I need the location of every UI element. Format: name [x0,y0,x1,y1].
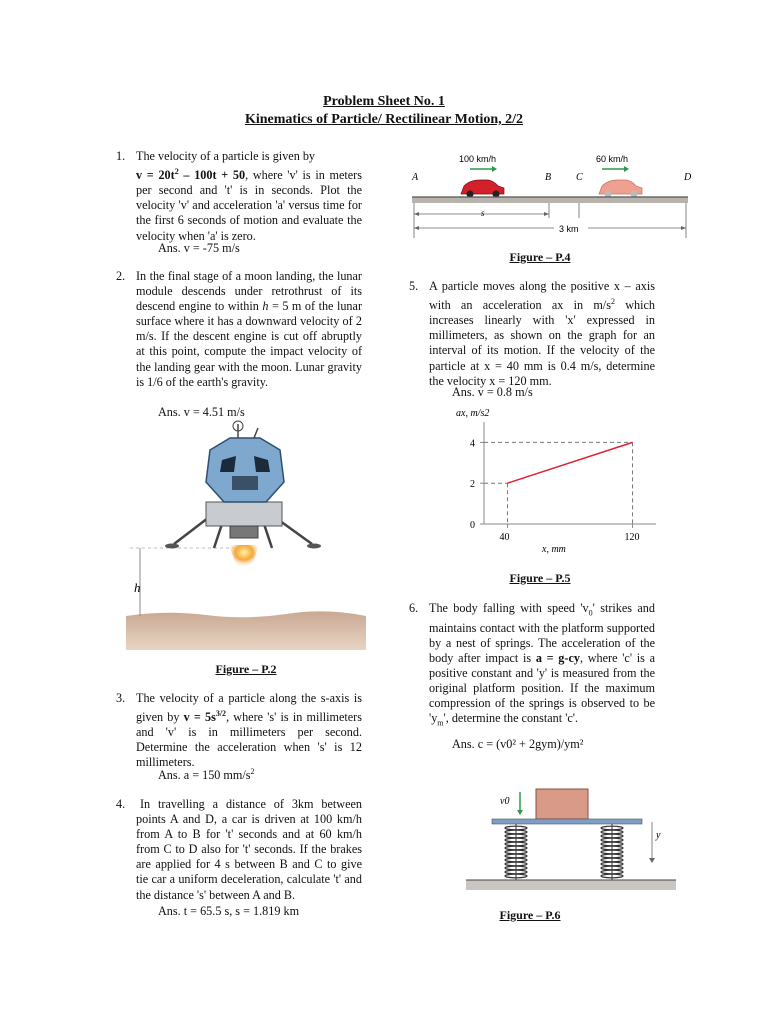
problem-6: 6. The body falling with speed '$v_0$' strikes and maintains contact with the platform supported by a nest of springs. The acceleration of the body after impact is a = g-cy, where 'c' is a positive constant and 'y' is measured from the original platform position. If the maximum compression of the springs is observed to be '$y_m$', determine the constant 'c'. [409,601,655,728]
y-tick-label: 2 [470,479,475,491]
s-label: s [481,208,485,218]
equation: $v = 5s^{3/2}$ [183,709,227,725]
problem-number: 5. [409,279,419,293]
platform [492,819,642,824]
acceleration-chart [430,400,670,560]
h-label: h [134,580,141,595]
speed-label-1: 100 km/h [459,154,497,164]
answer-2: Ans. v = 4.51 m/s [158,405,245,419]
problem-5: 5. A particle moves along the positive x – axis with an acceleration ax in $m/s^2$ which increases linearly with 'x' expressed in millimeters, as shown on the graph for an interval of its motion. If the velocity of the particle at x = 40 mm is 0.4 m/s, determine the velocity x = 120 mm. [409,279,656,388]
point-a-label: A [412,172,419,183]
answer-3: Ans. a = 150 $mm/s^2$ [158,767,255,783]
speed-label-2: 60 km/h [596,154,629,164]
answer-5: Ans. v = 0.8 m/s [452,385,533,399]
series-line [507,442,632,483]
problem-number: 1. [116,149,126,163]
car-2 [599,180,642,198]
problem-number: 2. [116,269,126,283]
problem-3: 3. The velocity of a particle along the s-axis is given by $v = 5s^{3/2}$, where 's' is in millimeters and 'v' is in millimeters per second. Determine the acceleration when 's' is 12 millimeters. [116,691,362,770]
equation: $v = 20t^2 - 100t + 50$ [136,167,246,183]
figure-caption-p4: Figure – P.4 [509,250,571,264]
x-axis-label: x, mm [542,544,566,555]
answer-6: Ans. c = (v0² + 2gym)/ym² [452,737,584,751]
x-tick-label: 40 [499,532,510,543]
y-tick-label: 0 [470,520,475,531]
spring-platform-figure [462,786,686,896]
point-b-label: B [545,172,552,183]
x-tick-label: 120 [624,532,640,543]
problem-1: 1. The velocity of a particle is given by $v = 20t^2 - 100t + 50$, where 'v' is in meters per second and 't' is in seconds. Plot the velocity 'v' and acceleration 'a' versus time for the first 6 seconds of motion and evaluate the velocity when 'a' is zero. [116,149,362,243]
problem-2: 2. In the final stage of a moon landing, the lunar module descends under retrothrust of its descend engine to within h = 5 m of the lunar surface where it has a downward velocity of 2 m/s. If the descent engine is cut off abruptly at this point, compute the impact velocity of the landing gear with the moon. Lunar gravity is 1/6 of the earth's gravity. [116,269,362,389]
problem-number: 3. [116,691,126,705]
engine-flame [229,545,259,570]
page-title: Problem Sheet No. 1 [323,94,445,109]
problem-4: 4. In travelling a distance of 3km between points A and D, a car is driven at 100 km/h from A to B for 't' seconds and at 60 km/h from C to D also for 't' seconds. If the brakes are applied for 4 s between B and C to give tie car a uniform deceleration, calculate 't' and the distance 's' between A and B. [116,797,362,902]
car-1 [461,180,504,198]
point-d-label: D [684,172,692,183]
falling-body [536,789,588,819]
equation: a = g-cy [535,650,580,665]
base [466,880,676,890]
problem-number: 4. [116,797,126,811]
problem-number: 6. [409,601,419,615]
lander-body [206,438,284,502]
y-tick-label: 4 [470,438,475,450]
figure-caption-p2: Figure – P.2 [215,662,277,676]
y-axis-label: ax, m/s2 [456,408,490,419]
page-subtitle: Kinematics of Particle/ Rectilinear Motion, 2/2 [244,112,524,127]
v0-label: v0 [500,796,510,807]
answer-1: Ans. v = -75 m/s [158,241,240,255]
point-c-label: C [576,172,583,183]
figure-caption-p6: Figure – P.6 [499,908,561,922]
answer-4: Ans. t = 65.5 s, s = 1.819 km [158,904,300,918]
distance-label: 3 km [559,224,579,234]
y-label: y [656,830,661,841]
lunar-surface [126,611,366,650]
lunar-lander-figure [126,420,366,650]
car-road-figure [404,148,694,244]
figure-caption-p5: Figure – P.5 [509,571,571,585]
